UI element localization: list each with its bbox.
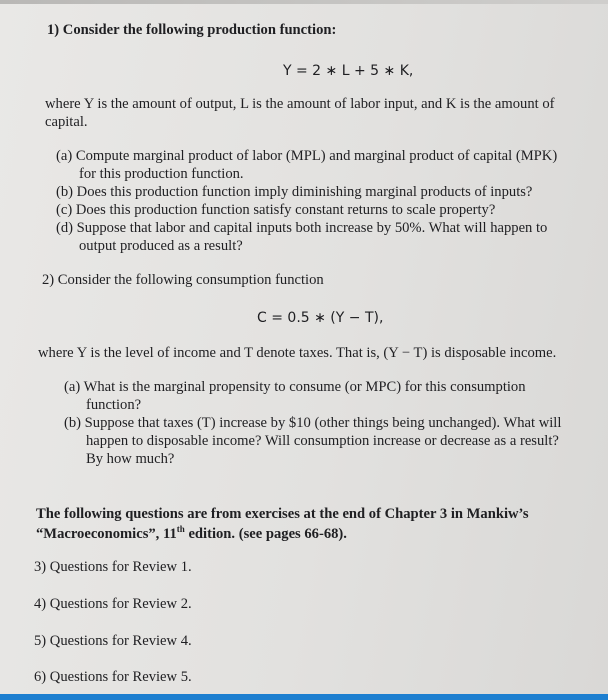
q2-description: where Y is the level of income and T denote taxes. That is, (Y − T) is disposable income. <box>38 345 557 361</box>
chapter-note-line1: The following questions are from exercises at the end of Chapter 3 in Mankiw’s <box>36 506 529 522</box>
q2-part-b-line2: happen to disposable income? Will consumption increase or decrease as a result? <box>86 433 559 449</box>
q1-equation: Y = 2 ∗ L + 5 ∗ K, <box>283 63 414 79</box>
review-question-6: 6) Questions for Review 5. <box>34 669 192 685</box>
q1-part-a-line2: for this production function. <box>79 166 244 182</box>
chapter-note-line2-text: “Macroeconomics”, 11 <box>36 525 177 542</box>
q1-part-a-line1: (a) Compute marginal product of labor (MPL) and marginal product of capital (MPK) <box>56 148 558 164</box>
q1-part-d-line2: output produced as a result? <box>79 238 243 254</box>
q1-part-d-line1: (d) Suppose that labor and capital inputs both increase by 50%. What will happen to <box>56 220 548 236</box>
q2-part-a-line2: function? <box>86 397 142 413</box>
chapter-note-line2-rest: edition. (see pages 66-68). <box>184 525 347 542</box>
q1-part-c: (c) Does this production function satisfy constant returns to scale property? <box>56 202 496 218</box>
review-question-4: 4) Questions for Review 2. <box>34 596 192 612</box>
q2-part-b-line3: By how much? <box>86 451 175 467</box>
q2-part-a-line1: (a) What is the marginal propensity to consume (or MPC) for this consumption <box>64 379 526 395</box>
q2-heading: 2) Consider the following consumption function <box>42 272 324 288</box>
q1-part-b: (b) Does this production function imply diminishing marginal products of inputs? <box>56 184 533 200</box>
q1-heading: 1) Consider the following production function: <box>47 22 337 38</box>
chapter-note-line2 <box>36 524 347 543</box>
edition-superscript: th <box>176 524 185 534</box>
bottom-color-strip <box>0 694 608 700</box>
q2-equation: C = 0.5 ∗ (Y − T), <box>257 310 384 326</box>
q1-description-line1: where Y is the amount of output, L is the amount of labor input, and K is the amount of <box>45 96 555 112</box>
q1-description-line2: capital. <box>45 114 88 130</box>
q2-part-b-line1: (b) Suppose that taxes (T) increase by $10 (other things being unchanged). What will <box>64 415 562 431</box>
review-question-5: 5) Questions for Review 4. <box>34 633 192 649</box>
page-top-edge <box>0 0 608 4</box>
review-question-3: 3) Questions for Review 1. <box>34 559 192 575</box>
